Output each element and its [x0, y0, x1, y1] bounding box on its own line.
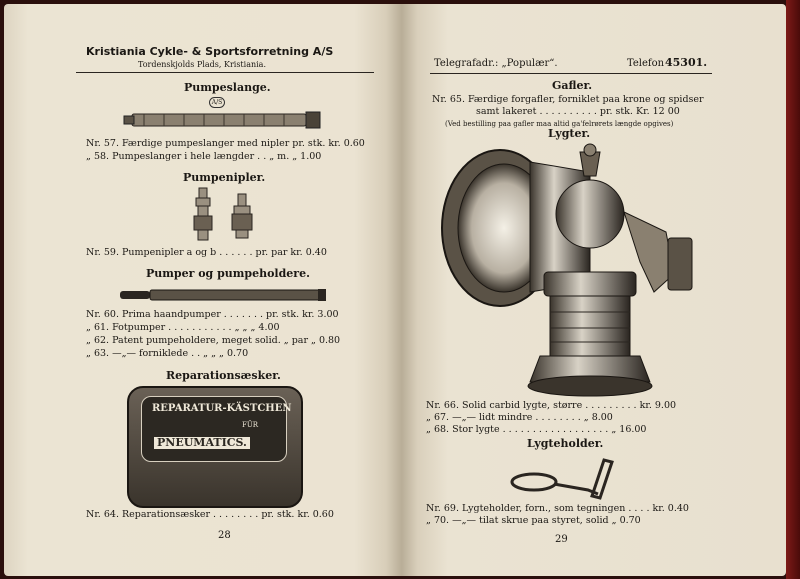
left-header-title: Kristiania Cykle- & Sportsforretning A/S	[86, 45, 334, 58]
row-70: „ 70. —„— tilat skrue paa styret, solid „ 0.70	[426, 515, 641, 526]
row-65-cont: samt lakeret . . . . . . . . . . pr. stk. Kr. 12 00	[476, 106, 680, 117]
row-60: Nr. 60. Prima haandpumper . . . . . . . pr. stk. kr. 3.00	[86, 309, 339, 320]
row-66: Nr. 66. Solid carbid lygte, større . . . . . . . . . kr. 9.00	[426, 400, 677, 411]
row-64: Nr. 64. Reparationsæsker . . . . . . . . pr. stk. kr. 0.60	[86, 509, 334, 520]
section-title-pumpeslange: Pumpeslange.	[184, 81, 271, 94]
telephone-label: Telefon	[627, 58, 665, 69]
row-63: „ 63. —„— forniklede . . „ „ „ 0.70	[86, 348, 249, 359]
telegraph-address: Telegrafadr.: „Populær“.	[434, 58, 558, 69]
lamp-holder-illustration	[508, 454, 618, 500]
pumpeslange-badge: A/S	[209, 97, 225, 108]
box-label-line2: FÜR	[242, 421, 259, 429]
section-title-lygter: Lygter.	[548, 127, 591, 140]
row-59: Nr. 59. Pumpenipler a og b . . . . . . pr. par kr. 0.40	[86, 247, 327, 258]
section-title-pumpenipler: Pumpenipler.	[183, 171, 266, 184]
repair-kit-box	[127, 386, 303, 508]
hand-pump-illustration	[120, 287, 330, 303]
left-header-address: Tordenskjolds Plads, Kristiania.	[138, 60, 266, 69]
pump-nipples-illustration	[188, 188, 268, 244]
pump-hose-illustration	[124, 110, 324, 132]
box-label-line3: PNEUMATICS.	[154, 437, 250, 449]
section-title-reparation: Reparationsæsker.	[166, 369, 281, 382]
section-title-lygteholder: Lygteholder.	[527, 437, 604, 450]
row-68: „ 68. Stor lygte . . . . . . . . . . . . . . . . . . „ 16.00	[426, 424, 647, 435]
right-header-rule	[430, 73, 712, 74]
row-69: Nr. 69. Lygteholder, forn., som tegningen . . . . kr. 0.40	[426, 503, 689, 514]
box-label-line1: REPARATUR-KÄSTCHEN	[152, 403, 292, 414]
gafler-note: (Ved bestilling paa gafler maa altid ga'felrørets længde opgives)	[445, 120, 674, 128]
section-title-gafler: Gafler.	[552, 79, 593, 92]
row-65: Nr. 65. Færdige forgafler, forniklet paa krone og spidser	[432, 94, 704, 105]
carbide-lamp-illustration	[440, 142, 700, 400]
left-header-rule	[76, 72, 374, 73]
row-61: „ 61. Fotpumper . . . . . . . . . . . „ „ „ 4.00	[86, 322, 280, 333]
row-57: Nr. 57. Færdige pumpeslanger med nipler pr. stk. kr. 0.60	[86, 138, 365, 149]
book-cover-edge	[786, 0, 800, 579]
row-67: „ 67. —„— lidt mindre . . . . . . . . „ 8.00	[426, 412, 613, 423]
row-58: „ 58. Pumpeslanger i hele længder . . „ m. „ 1.00	[86, 151, 322, 162]
row-62: „ 62. Patent pumpeholdere, meget solid. „ par „ 0.80	[86, 335, 341, 346]
left-page-number: 28	[218, 530, 231, 541]
right-page-number: 29	[555, 534, 568, 545]
repair-kit-lid	[141, 396, 292, 462]
telephone-number: 45301.	[665, 56, 708, 69]
section-title-pumper: Pumper og pumpeholdere.	[146, 267, 310, 280]
